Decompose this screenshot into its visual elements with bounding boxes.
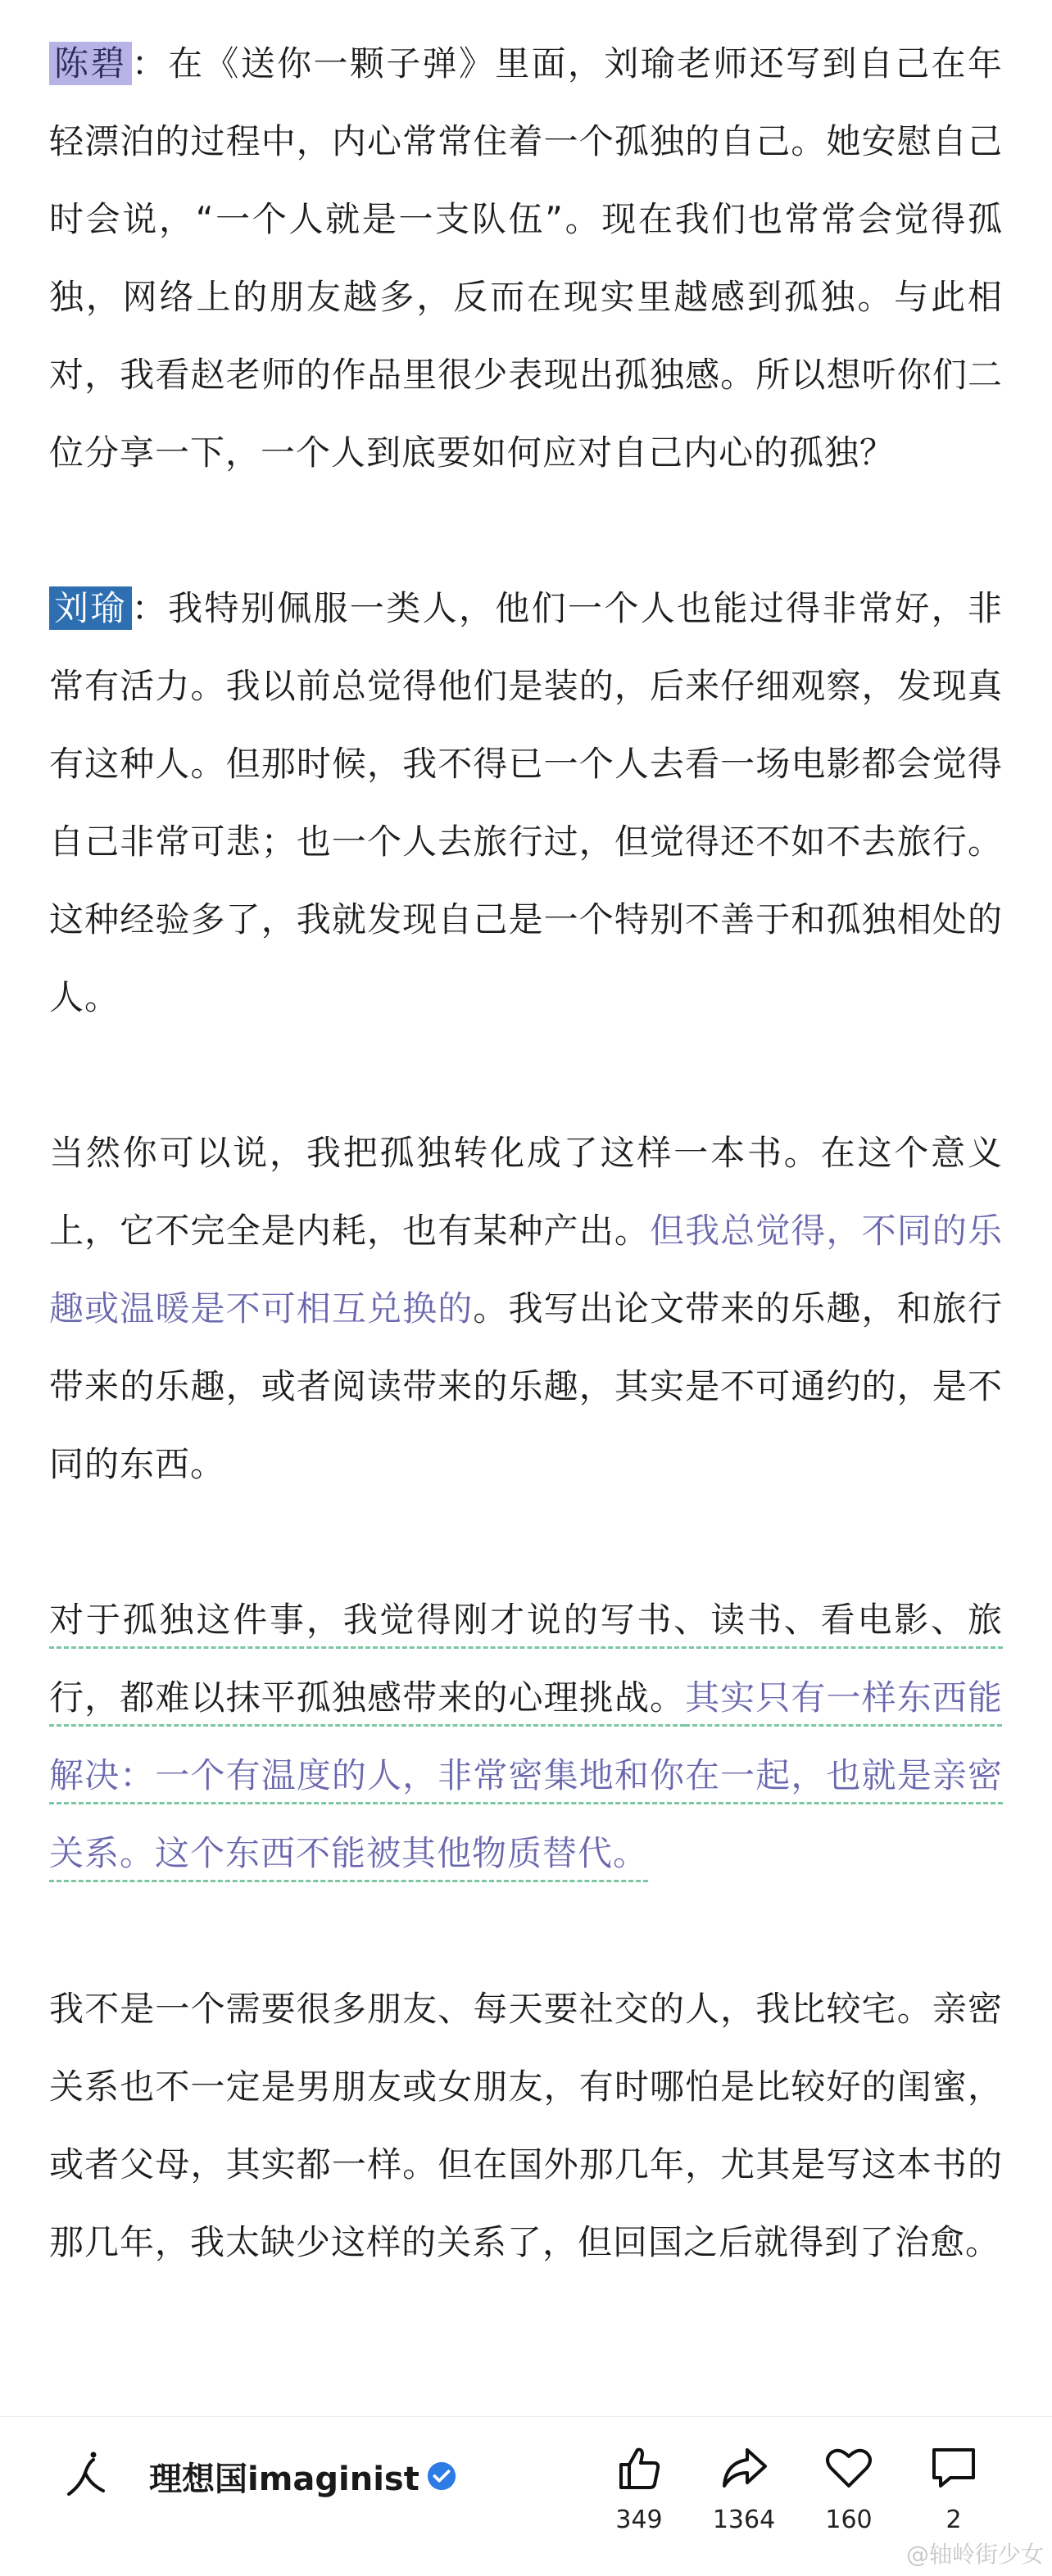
thumbs-up-icon [613, 2442, 665, 2494]
paragraph-2: 刘瑜 ：我特别佩服一类人，他们一个人也能过得非常好，非常有活力。我以前总觉得他们是装的，后来仔细观察，发现真有这种人。但那时候，我不得已一个人去看一场电影都会觉得自己非常可悲；也一个人去旅行过，但觉得还不如不去旅行。这种经验多了，我就发现自己是一个特别不善于和孤独相处的人。 [49, 588, 1003, 1017]
share-button[interactable] [695, 2442, 793, 2534]
paragraph-5: 我不是一个需要很多朋友、每天要社交的人，我比较宅。亲密关系也不一定是男朋友或女朋友，有时哪怕是比较好的闺蜜，或者父母，其实都一样。但在国外那几年，尤其是写这本书的那几年，我太缺少这样的关系了，但回国之后就得到了治愈。 [49, 1989, 1003, 2262]
favorite-count: 160 [825, 2506, 873, 2534]
share-arrow-icon [718, 2442, 770, 2494]
verified-badge-icon [426, 2461, 457, 2492]
speaker-liuyu: 刘瑜 [49, 586, 132, 630]
paragraph-4-underlined: 对于孤独这件事，我觉得刚才说的写书、读书、看电影、旅行，都难以抹平孤独感带来的心理挑战。其实只有一样东西能解决：一个有温度的人，非常密集地和你在一起，也就是亲密关系。这个东西不能被其他物质替代。 [49, 1600, 1003, 1873]
article-body [49, 25, 1003, 2281]
comment-button[interactable] [905, 2442, 1003, 2534]
comment-bubble-icon [927, 2442, 980, 2494]
paragraph-1: 陈碧 ：在《送你一颗子弹》里面，刘瑜老师还写到自己在年轻漂泊的过程中，内心常常住着一个孤独的自己。她安慰自己时会说，“一个人就是一支队伍”。现在我们也常常会觉得孤独，网络上的朋友越多，反而在现实里越感到孤独。与此相对，我看赵老师的作品里很少表现出孤独感。所以想听你们二位分享一下，一个人到底要如何应对自己内心的孤独？ [49, 43, 1003, 473]
watermark: @轴岭街少女 [905, 2541, 1044, 2568]
highlighted-quote: 其实只有一样东西能解决：一个有温度的人，非常密集地和你在一起，也就是亲密关系。这个东西不能被其他物质替代。 [49, 1677, 1003, 1873]
paragraph-3: 当然你可以说，我把孤独转化成了这样一本书。在这个意义上，它不完全是内耗，也有某种产出。但我总觉得，不同的乐趣或温暖是不可相互兑换的。我写出论文带来的乐趣，和旅行带来的乐趣，或者阅读带来的乐趣，其实是不可通约的，是不同的东西。 [49, 1133, 1003, 1484]
comment-count: 2 [945, 2506, 962, 2534]
like-count: 349 [615, 2506, 663, 2534]
account-link[interactable] [61, 2450, 457, 2502]
account-name: 理想国imaginist [149, 2460, 419, 2498]
share-count: 1364 [712, 2506, 776, 2534]
paragraph-text: 在《送你一颗子弹》里面，刘瑜老师还写到自己在年轻漂泊的过程中，内心常常住着一个孤独的自己。她安慰自己时会说，“一个人就是一支队伍”。现在我们也常常会觉得孤独，网络上的朋友越多，反而在现实里越感到孤独。与此相对，我看赵老师的作品里很少表现出孤独感。所以想听你们二位分享一下，一个人到底要如何应对自己内心的孤独？ [49, 43, 1003, 473]
heart-icon [823, 2442, 875, 2494]
action-bar [0, 2416, 1052, 2576]
post-actions [590, 2442, 1016, 2540]
highlighted-quote: 但我总觉得，不同的乐趣或温暖是不可相互兑换的 [49, 1211, 1003, 1329]
paragraph-text: 我特别佩服一类人，他们一个人也能过得非常好，非常有活力。我以前总觉得他们是装的，后来仔细观察，发现真有这种人。但那时候，我不得已一个人去看一场电影都会觉得自己非常可悲；也一个人去旅行过，但觉得还不如不去旅行。这种经验多了，我就发现自己是一个特别不善于和孤独相处的人。 [49, 588, 1003, 1017]
speaker-chenbi: 陈碧 [49, 42, 132, 85]
favorite-button[interactable] [800, 2442, 898, 2534]
like-button[interactable] [590, 2442, 688, 2534]
imaginist-logo-icon [61, 2450, 113, 2502]
